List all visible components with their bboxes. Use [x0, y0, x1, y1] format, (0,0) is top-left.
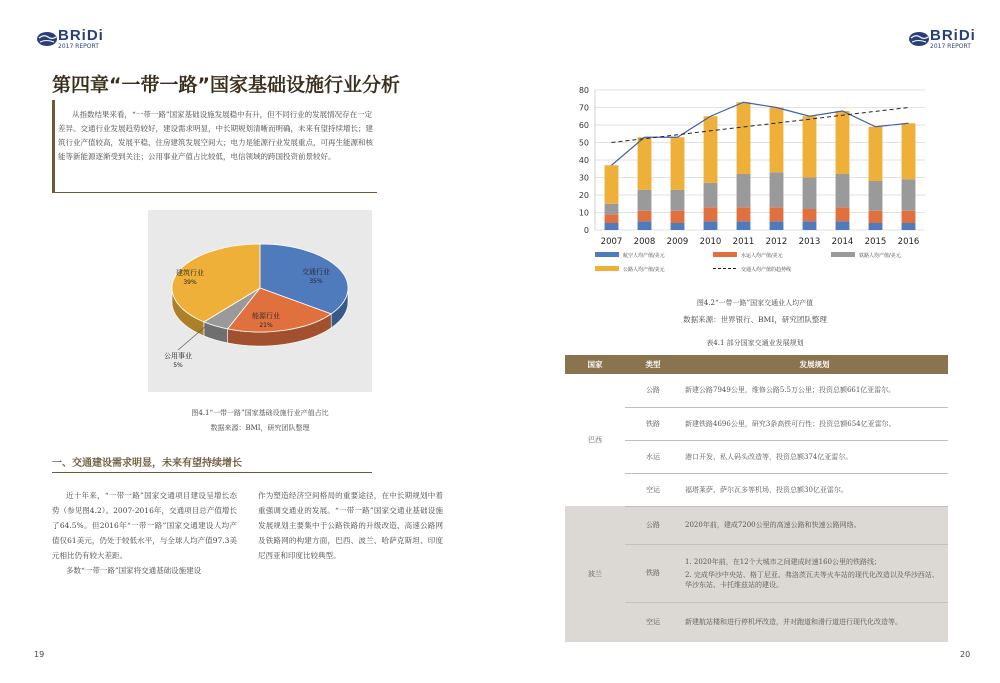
legend-swatch [595, 266, 619, 271]
bar-公路人均产值/美元-2012 [770, 108, 784, 173]
type-cell: 空运 [625, 473, 681, 506]
body-column-1 [52, 488, 237, 578]
bar-chart [560, 80, 940, 290]
report-logo-left [36, 28, 104, 50]
legend-label: 水运人均产值/美元 [741, 253, 783, 259]
bar-水运人均产值/美元-2007 [605, 214, 619, 223]
bar-铁路人均产值/美元-2014 [836, 174, 850, 207]
bar-公路人均产值/美元-2015 [869, 127, 883, 181]
legend-label: 公路人均产值/美元 [623, 267, 665, 273]
bar-航空人均产值/美元-2013 [803, 221, 817, 230]
type-cell: 铁路 [625, 544, 681, 602]
bar-铁路人均产值/美元-2007 [605, 204, 619, 215]
plan-cell: 2020年前，建成7200公里的高速公路和快速公路网络。 [681, 506, 948, 544]
figure-4-1-source: 数据来源：BMI，研究团队整理 [210, 424, 310, 432]
bar-水运人均产值/美元-2009 [671, 211, 685, 223]
x-tick-label: 2007 [600, 237, 623, 247]
bar-铁路人均产值/美元-2011 [737, 174, 751, 207]
bar-航空人均产值/美元-2007 [605, 223, 619, 230]
pie-label: 建筑行业 [176, 269, 204, 277]
country-cell: 巴西 [565, 374, 625, 506]
chapter-title: 第四章“一带一路”国家基础设施行业分析 [52, 74, 400, 96]
bar-水运人均产值/美元-2012 [770, 207, 784, 221]
y-tick-label: 20 [578, 191, 589, 200]
bar-水运人均产值/美元-2015 [869, 211, 883, 223]
legend-swatch [595, 252, 619, 257]
figure-4-1-caption: 图4.1“一带一路”国家基础设施行业产值占比 [191, 409, 329, 417]
transport-plan-table [565, 355, 948, 642]
type-cell: 公路 [625, 506, 681, 544]
figure-4-2-caption: 图4.2“一带一路”国家交通业人均产值 [696, 299, 814, 307]
y-tick-label: 10 [578, 208, 589, 218]
section-divider [52, 472, 372, 473]
pie-percent-label: 39% [183, 279, 197, 286]
legend-swatch [713, 252, 737, 257]
pie-percent-label: 21% [259, 322, 273, 329]
plan-line-2: 2. 完成华沙中央站、格丁尼亚、弗洛茨瓦夫等火车站的现代化改造以及华沙西站、华沙东站、卡托维兹站的建设。 [685, 570, 939, 589]
plan-cell: 新建公路7949公里，维修公路5.5万公里；投资总额661亿亚雷尔。 [681, 374, 948, 407]
logo-subtitle: 2017 REPORT [930, 43, 971, 50]
bar-公路人均产值/美元-2010 [704, 116, 718, 183]
bar-公路人均产值/美元-2009 [671, 137, 685, 190]
globe-icon [36, 31, 58, 47]
plan-line-1: 1. 2020年前，在12个大城市之间建成时速160公里的铁路线； [685, 557, 881, 566]
bar-铁路人均产值/美元-2008 [638, 190, 652, 211]
section-title: 一、交通建设需求明显，未来有望持续增长 [52, 458, 242, 469]
plan-cell: 新建航站楼和进行停机坪改造，并对跑道和滑行道进行现代化改造等。 [681, 602, 948, 642]
x-tick-label: 2013 [798, 237, 821, 247]
x-tick-label: 2011 [732, 237, 755, 247]
table-4-1-title: 表4.1 部分国家交通业发展规划 [706, 339, 804, 347]
x-tick-label: 2015 [864, 237, 887, 247]
body-paragraph-1: 近十年来，“一带一路”国家交通项目建设呈增长态势（参见图4.2）。2007-2016年，交通项目总产值增长了64.5%。但2016年“一带一路”国家交通建设人均产值仅61美元，仍处于较低水平，与全球人均产值97.3美元相比仍有较大差距。 [52, 491, 237, 560]
bar-水运人均产值/美元-2016 [902, 211, 916, 223]
bar-公路人均产值/美元-2007 [605, 165, 619, 204]
header-plan: 发展规划 [681, 355, 948, 374]
header-type: 类型 [625, 355, 681, 374]
pie-chart [148, 210, 372, 392]
y-tick-label: 80 [578, 86, 589, 95]
bar-水运人均产值/美元-2008 [638, 211, 652, 222]
x-tick-label: 2008 [633, 237, 656, 247]
legend-swatch [831, 252, 855, 257]
x-tick-label: 2016 [897, 237, 920, 247]
bar-航空人均产值/美元-2016 [902, 223, 916, 230]
bar-铁路人均产值/美元-2009 [671, 190, 685, 211]
bar-铁路人均产值/美元-2012 [770, 172, 784, 207]
y-tick-label: 40 [578, 156, 589, 165]
table-header-row [565, 355, 948, 374]
page-number-left: 19 [34, 650, 45, 659]
body-column-2: 作为塑造经济空间格局的重要途径，在中长期规划中着重强调交通业的发展。“一带一路”国家交通业基础设施发展规划主要集中于公路铁路的升级改造、高速公路网及铁路网的构建方面，巴西、波兰、哈萨克斯坦、印度尼西亚和印度比较典型。 [258, 491, 443, 560]
table-row [565, 506, 948, 544]
bar-公路人均产值/美元-2011 [737, 102, 751, 174]
type-cell: 水运 [625, 440, 681, 473]
bar-公路人均产值/美元-2014 [836, 111, 850, 174]
plan-cell: 新建铁路4696公里，研究3条高铁可行性；投资总额654亿亚雷尔。 [681, 407, 948, 440]
legend-label: 航空人均产值/美元 [623, 253, 665, 259]
figure-4-2-source: 数据来源：世界银行、BMI，研究团队整理 [683, 315, 827, 324]
bar-公路人均产值/美元-2013 [803, 116, 817, 177]
bar-铁路人均产值/美元-2010 [704, 183, 718, 208]
bar-水运人均产值/美元-2010 [704, 207, 718, 221]
legend-label: 交通人均产值的趋势线 [741, 267, 792, 273]
bar-航空人均产值/美元-2014 [836, 221, 850, 230]
pie-label: 能源行业 [252, 312, 280, 320]
pie-percent-label: 35% [309, 278, 323, 285]
y-tick-label: 50 [578, 138, 589, 148]
type-cell: 铁路 [625, 407, 681, 440]
bar-公路人均产值/美元-2008 [638, 137, 652, 190]
bar-航空人均产值/美元-2011 [737, 221, 751, 230]
bar-水运人均产值/美元-2011 [737, 207, 751, 221]
logo-title: BRiDi [58, 27, 104, 44]
x-tick-label: 2014 [831, 237, 854, 247]
x-tick-label: 2009 [666, 237, 689, 247]
bar-铁路人均产值/美元-2013 [803, 178, 817, 210]
bar-航空人均产值/美元-2010 [704, 221, 718, 230]
globe-icon [908, 31, 930, 47]
report-logo-right [908, 28, 976, 50]
bar-公路人均产值/美元-2016 [902, 123, 916, 179]
table-row [565, 374, 948, 407]
bar-航空人均产值/美元-2015 [869, 223, 883, 230]
y-tick-label: 30 [578, 173, 589, 183]
total-line [612, 102, 909, 165]
logo-subtitle: 2017 REPORT [58, 43, 99, 50]
country-cell: 波兰 [565, 506, 625, 642]
type-cell: 公路 [625, 374, 681, 407]
bar-铁路人均产值/美元-2016 [902, 179, 916, 211]
y-tick-label: 0 [583, 226, 589, 235]
pie-label: 交通行业 [302, 268, 330, 276]
plan-cell: 港口开发、私人码头改造等，投资总额374亿亚雷尔。 [681, 440, 948, 473]
x-tick-label: 2012 [765, 237, 788, 247]
bar-航空人均产值/美元-2008 [638, 221, 652, 230]
plan-cell [681, 544, 948, 602]
y-tick-label: 60 [578, 121, 589, 130]
bar-水运人均产值/美元-2013 [803, 209, 817, 221]
intro-paragraph: 从指数结果来看，“一带一路”国家基础设施发展稳中有升，但不同行业的发展情况存在一定差异。交通行业发展趋势较好，建设需求明显，中长期规划清晰而明确，未来有望持续增长；建筑行业产值较高，发展平稳，住房建筑发展空间大；电力是能源行业发展重点，可再生能源和核能等新能源逐渐受到关注；公用事业产值占比较低，电信领域的跨国投资前景较好。 [58, 110, 373, 161]
plan-cell: 福塔莱萨、萨尔瓦多等机场，投资总额30亿亚雷尔。 [681, 473, 948, 506]
pie-label: 公用事业 [164, 352, 192, 360]
bar-铁路人均产值/美元-2015 [869, 181, 883, 211]
legend-label: 铁路人均产值/美元 [859, 253, 901, 259]
bar-航空人均产值/美元-2009 [671, 223, 685, 230]
logo-title: BRiDi [930, 27, 976, 44]
pie-percent-label: 5% [173, 362, 183, 369]
type-cell: 空运 [625, 602, 681, 642]
y-tick-label: 70 [578, 103, 589, 113]
bar-水运人均产值/美元-2014 [836, 207, 850, 221]
x-tick-label: 2010 [699, 237, 722, 247]
body-paragraph-2: 多数“一带一路”国家将交通基础设施建设 [66, 566, 202, 575]
page-number-right: 20 [960, 650, 971, 659]
bar-航空人均产值/美元-2012 [770, 221, 784, 230]
header-country: 国家 [565, 355, 625, 374]
